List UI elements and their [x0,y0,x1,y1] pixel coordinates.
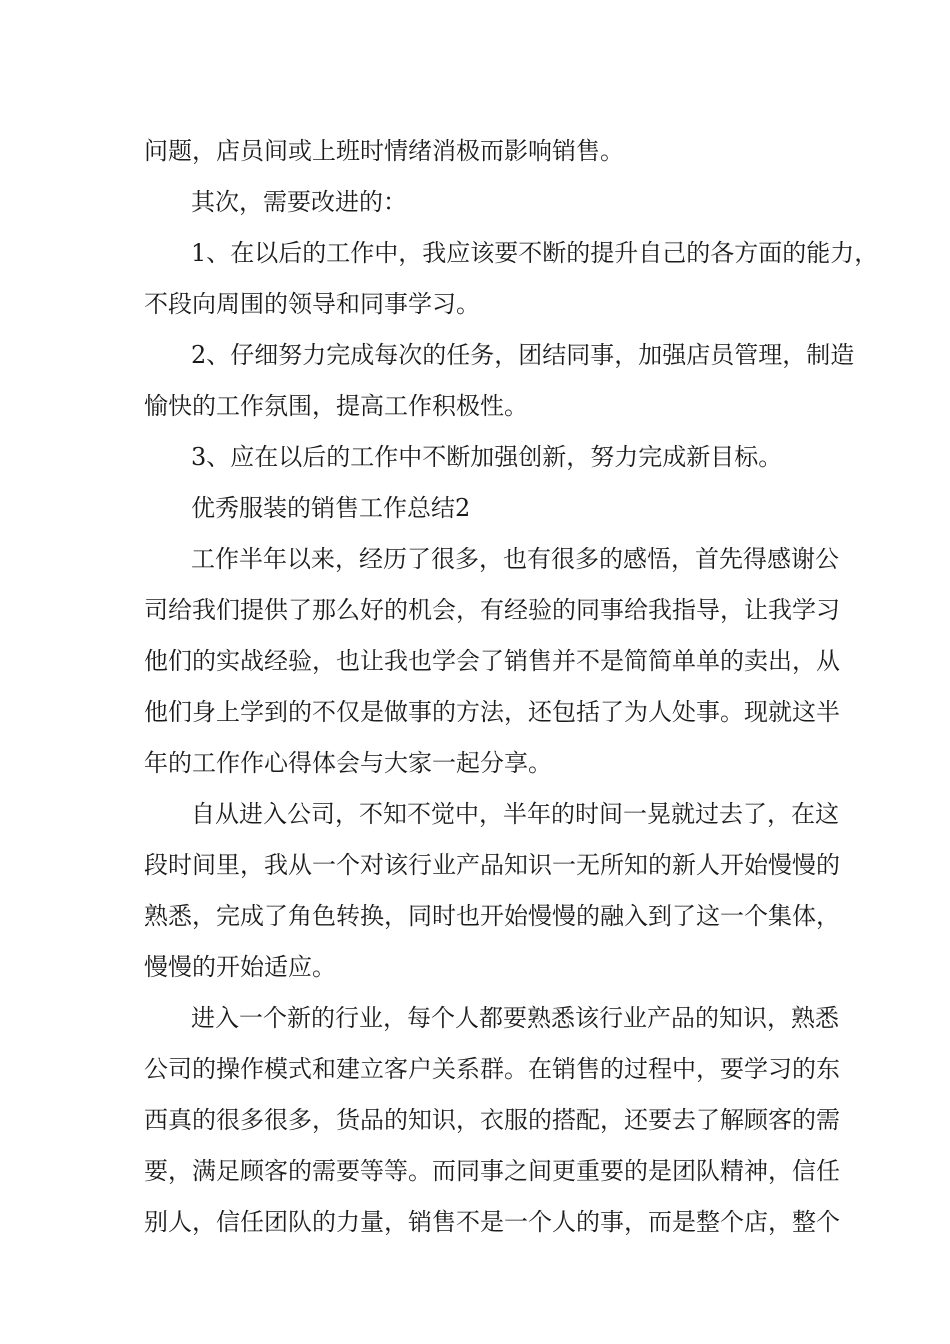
text-line: 公司的操作模式和建立客户关系群。在销售的过程中，要学习的东 [144,1055,840,1083]
text-line: 愉快的工作氛围，提高工作积极性。 [144,392,528,420]
text-line: 其次，需要改进的： [191,188,407,216]
text-line: 西真的很多很多，货品的知识，衣服的搭配，还要去了解顾客的需 [144,1106,840,1134]
text-line: 工作半年以来，经历了很多，也有很多的感悟，首先得感谢公 [191,545,839,573]
text-line: 司给我们提供了那么好的机会，有经验的同事给我指导，让我学习 [144,596,840,624]
text-line: 问题，店员间或上班时情绪消极而影响销售。 [144,137,624,165]
text-line: 3、应在以后的工作中不断加强创新，努力完成新目标。 [191,443,783,471]
text-line: 2、仔细努力完成每次的任务，团结同事，加强店员管理，制造 [191,341,855,369]
text-line: 段时间里，我从一个对该行业产品知识一无所知的新人开始慢慢的 [144,851,840,879]
text-line: 进入一个新的行业，每个人都要熟悉该行业产品的知识，熟悉 [191,1004,839,1032]
text-line: 不段向周围的领导和同事学习。 [144,290,480,318]
text-line: 1、在以后的工作中，我应该要不断的提升自己的各方面的能力， [191,239,879,267]
text-line: 自从进入公司，不知不觉中，半年的时间一晃就过去了，在这 [191,800,839,828]
section-heading: 优秀服装的销售工作总结2 [191,494,471,522]
text-line: 熟悉，完成了角色转换，同时也开始慢慢的融入到了这一个集体， [144,902,840,930]
text-line: 年的工作作心得体会与大家一起分享。 [144,749,552,777]
text-line: 要，满足顾客的需要等等。而同事之间更重要的是团队精神，信任 [144,1157,840,1185]
text-line: 别人，信任团队的力量，销售不是一个人的事，而是整个店，整个 [144,1208,840,1236]
text-line: 慢慢的开始适应。 [144,953,336,981]
text-line: 他们的实战经验，也让我也学会了销售并不是简简单单的卖出，从 [144,647,840,675]
text-line: 他们身上学到的不仅是做事的方法，还包括了为人处事。现就这半 [144,698,840,726]
